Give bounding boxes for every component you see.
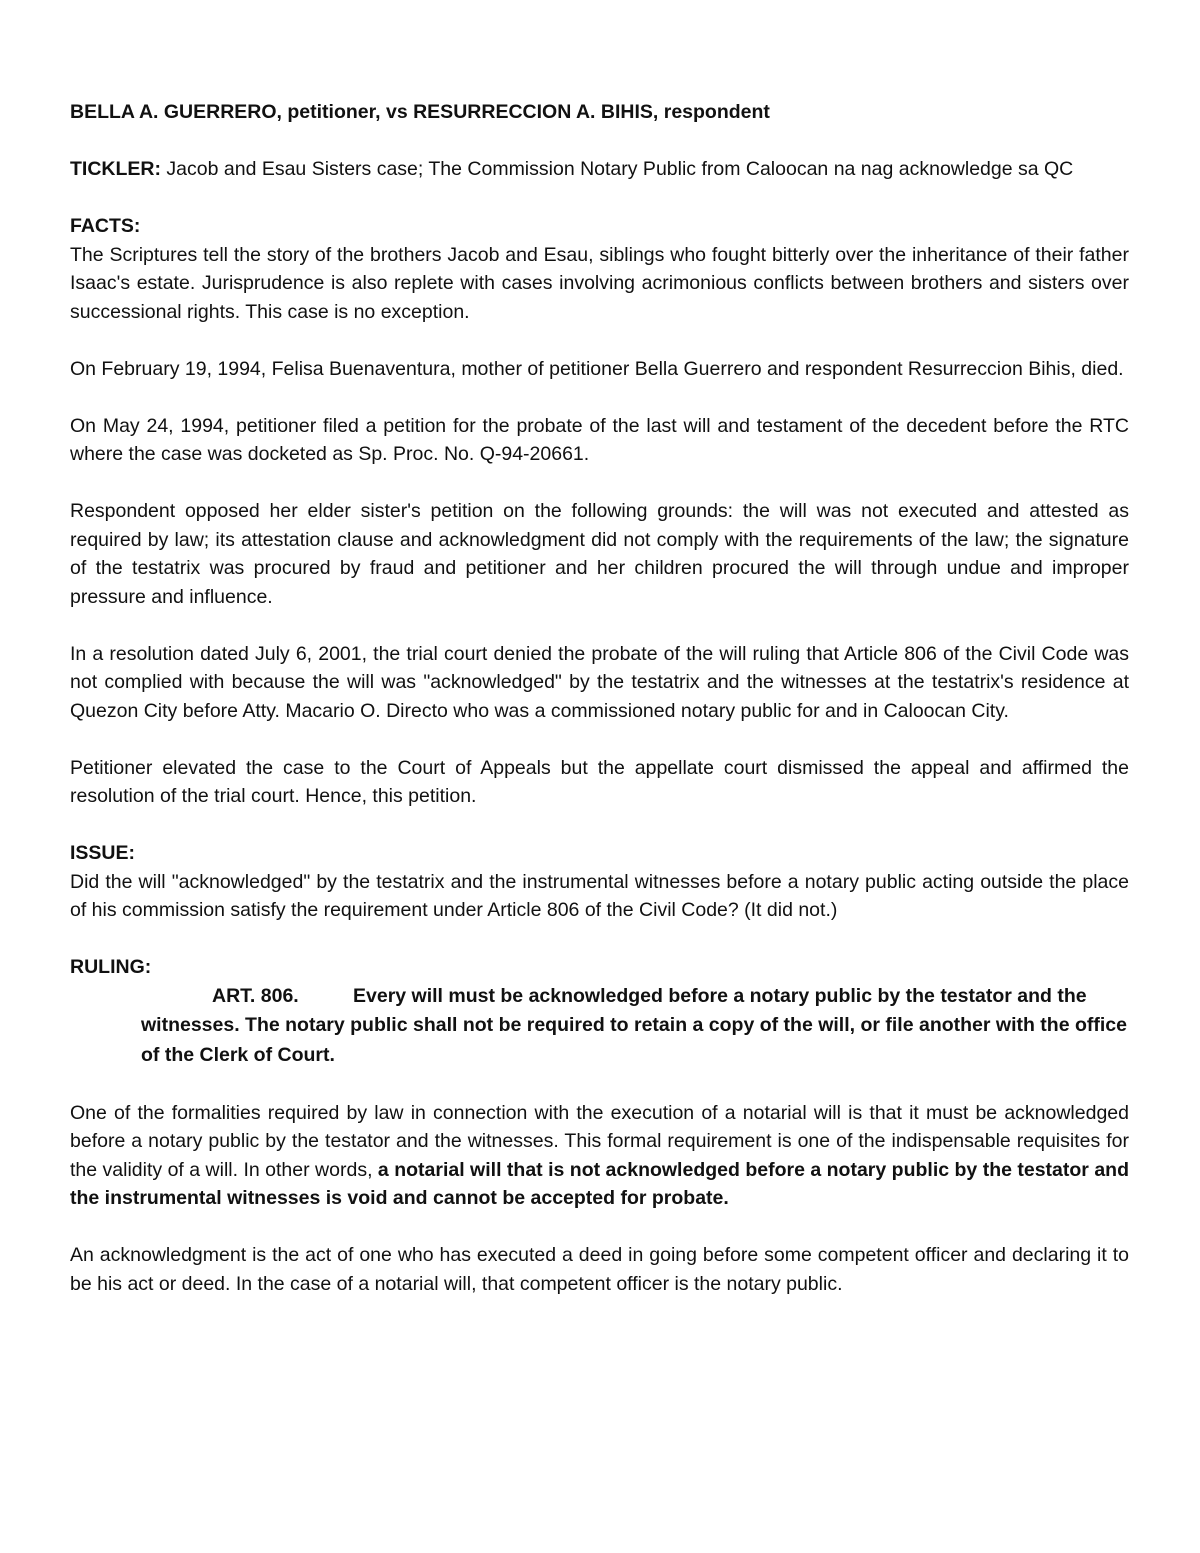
ruling-text-emphasis: a notarial will that is not acknowledged before a notary public by the testator and the instrumental witnesses is void and cannot be accepted for probate. [70,1158,1129,1209]
tickler-paragraph [70,155,1129,184]
ruling-text-plain: One of the formalities required by law in connection with the execution of a notarial will is that it must be acknowledged before a notary public by the testator and the witnesses. This formal requirement is one of the indispensable requisites for the validity of a will. In other words, [70,1101,1129,1181]
ruling-heading: RULING: [70,956,152,978]
facts-paragraph: Petitioner elevated the case to the Court of Appeals but the appellate court dismissed the appeal and affirmed the resolution of the trial court. Hence, this petition. [70,756,1129,807]
facts-heading: FACTS: [70,215,141,237]
document-page [70,98,1129,1298]
facts-paragraph: Respondent opposed her elder sister's petition on the following grounds: the will was not executed and attested as required by law; its attestation clause and acknowledgment did not comply with the requirements of the law; the signature of the testatrix was procured by fraud and petitioner and her children procured the will through undue and improper pressure and influence. [70,500,1129,608]
case-title: BELLA A. GUERRERO, petitioner, vs RESURRECCION A. BIHIS, respondent [70,101,770,123]
article-number: ART. 806. [212,984,299,1007]
issue-text: Did the will "acknowledged" by the testatrix and the instrumental witnesses before a notary public acting outside the place of his commission satisfy the requirement under Article 806 of the Civil Code? (It did not.) [70,870,1129,921]
facts-paragraph: In a resolution dated July 6, 2001, the trial court denied the probate of the will ruling that Article 806 of the Civil Code was not complied with because the will was "acknowledged" by the testatrix and the witnesses at the testatrix's residence at Quezon City before Atty. Macario O. Directo who was a commissioned notary public for and in Caloocan City. [70,642,1129,722]
facts-paragraph: The Scriptures tell the story of the brothers Jacob and Esau, siblings who fought bitterly over the inheritance of their father Isaac's estate. Jurisprudence is also replete with cases involving acrimonious conflicts between brothers and sisters over successional rights. This case is no exception. [70,243,1129,323]
article-quote [141,982,1129,1071]
facts-paragraph: On May 24, 1994, petitioner filed a petition for the probate of the last will and testament of the decedent before the RTC where the case was docketed as Sp. Proc. No. Q-94-20661. [70,414,1129,465]
article-text: Every will must be acknowledged before a notary public by the testator and the witnesses. The notary public shall not be required to retain a copy of the will, or file another with the office of the Clerk of Court. [141,984,1127,1066]
facts-paragraph: On February 19, 1994, Felisa Buenaventura, mother of petitioner Bella Guerrero and respondent Resurreccion Bihis, died. [70,357,1124,380]
ruling-paragraph: An acknowledgment is the act of one who has executed a deed in going before some competent officer and declaring it to be his act or deed. In the case of a notarial will, that competent officer is the notary public. [70,1244,1129,1295]
tickler-text: Jacob and Esau Sisters case; The Commission Notary Public from Caloocan na nag acknowledge sa QC [166,158,1074,180]
ruling-paragraph [70,1099,1129,1213]
tickler-label: TICKLER: [70,158,161,180]
issue-heading: ISSUE: [70,842,136,864]
